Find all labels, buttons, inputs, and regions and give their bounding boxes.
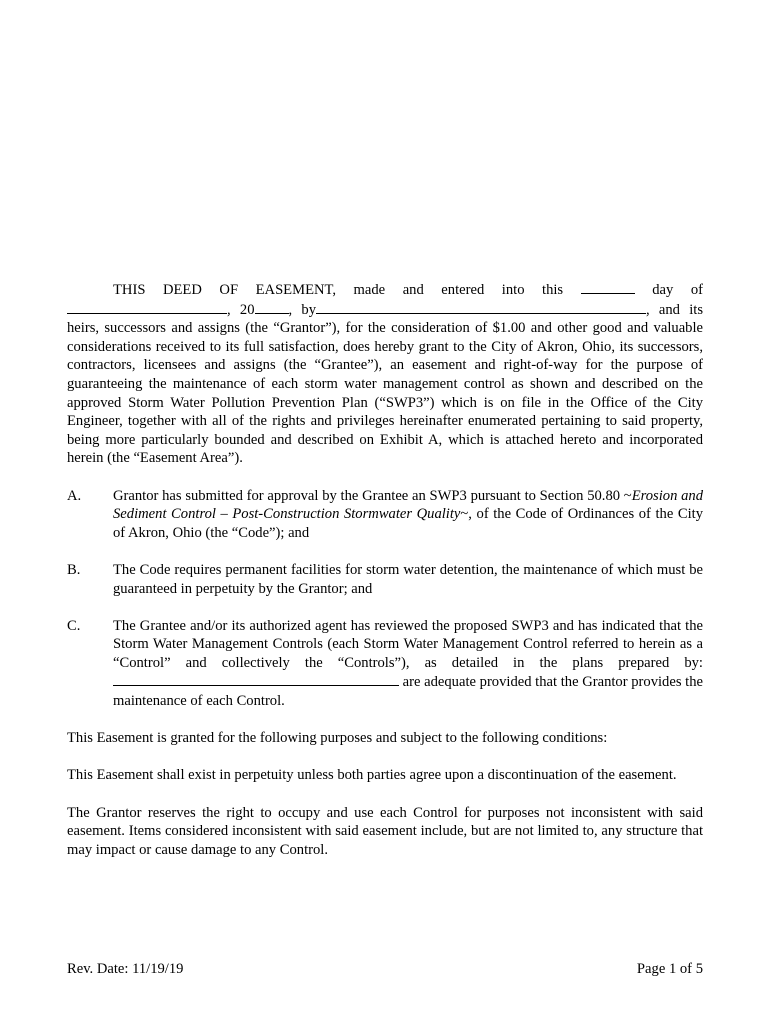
intro-text-4: , by [288,301,316,318]
month-blank[interactable] [67,300,227,314]
intro-text-5: , and its heirs, successors and assigns (the “Grantor”), for the consideration of $1.00 and other good and valuable considerations received to its full satisfaction, does hereby grant to the City of Akron, Ohio, its successors, contractors, licensees and assigns (the “Grantee”), an easement and right-of-way for the purpose of guaranteeing the maintenance of each storm water management control as shown and described on the approved Storm Water Pollution Prevention Plan (“SWP3”) which is on file in the Office of the City Engineer, together with all of the rights and privileges hereinafter enumerated pertaining to said property, being more particularly bounded and described on Exhibit A, which is attached hereto and incorporated herein (the “Easement Area”). [67,301,704,467]
item-a-text-1: Grantor has submitted for approval by the Grantee an SWP3 pursuant to Section 50.80 ~ [113,487,632,504]
list-body [113,487,703,543]
prepared-by-blank[interactable] [113,672,399,686]
revision-date: Rev. Date: 11/19/19 [67,961,184,977]
list-label: C. [67,617,81,634]
list-body: The Code requires permanent facilities for storm water detention, the maintenance of which must be guaranteed in perpetuity by the Grantor; and [113,561,703,597]
intro-paragraph [67,280,703,468]
intro-text-2: day of [652,282,703,298]
item-c-text-1: The Grantee and/or its authorized agent has reviewed the proposed SWP3 and has indicated that the Storm Water Management Controls (each Storm Water Management Control referred to herein as a “Control” and collectively the “Controls”), as detailed in the plans prepared by: [113,617,703,671]
page-number: Page 1 of 5 [636,961,703,977]
list-item-b [67,561,703,598]
item-a-text-2: ~, of the Code of Ordinances of the City of Akron, Ohio (the “Code”); and [113,506,704,541]
grantor-name-blank[interactable] [316,300,646,314]
item-c-text-2: are adequate provided that the Grantor provides the maintenance of each Control. [113,674,703,710]
year-blank[interactable] [255,300,289,314]
list-item-c [67,617,703,711]
intro-text-1: THIS DEED OF EASEMENT, made and entered into this [113,282,564,298]
list-label: A. [67,487,82,504]
list-item-a [67,487,703,543]
reserves-paragraph: The Grantor reserves the right to occupy and use each Control for purposes not inconsistent with said easement. Items considered inconsistent with said easement include, but are not limited to, any structure that may impact or cause damage to any Control. [67,804,703,858]
list-body [113,617,703,711]
item-a-italic: Erosion and Sediment Control – Post-Construction Stormwater Quality [113,487,703,523]
intro-text-3: , 20 [227,301,255,318]
document-body [67,280,703,859]
day-blank[interactable] [581,280,635,294]
list-label: B. [67,561,81,578]
perpetuity-paragraph: This Easement shall exist in perpetuity unless both parties agree upon a discontinuation of the easement. [67,767,677,784]
purposes-paragraph: This Easement is granted for the following purposes and subject to the following conditions: [67,730,608,747]
page-footer [67,961,703,978]
